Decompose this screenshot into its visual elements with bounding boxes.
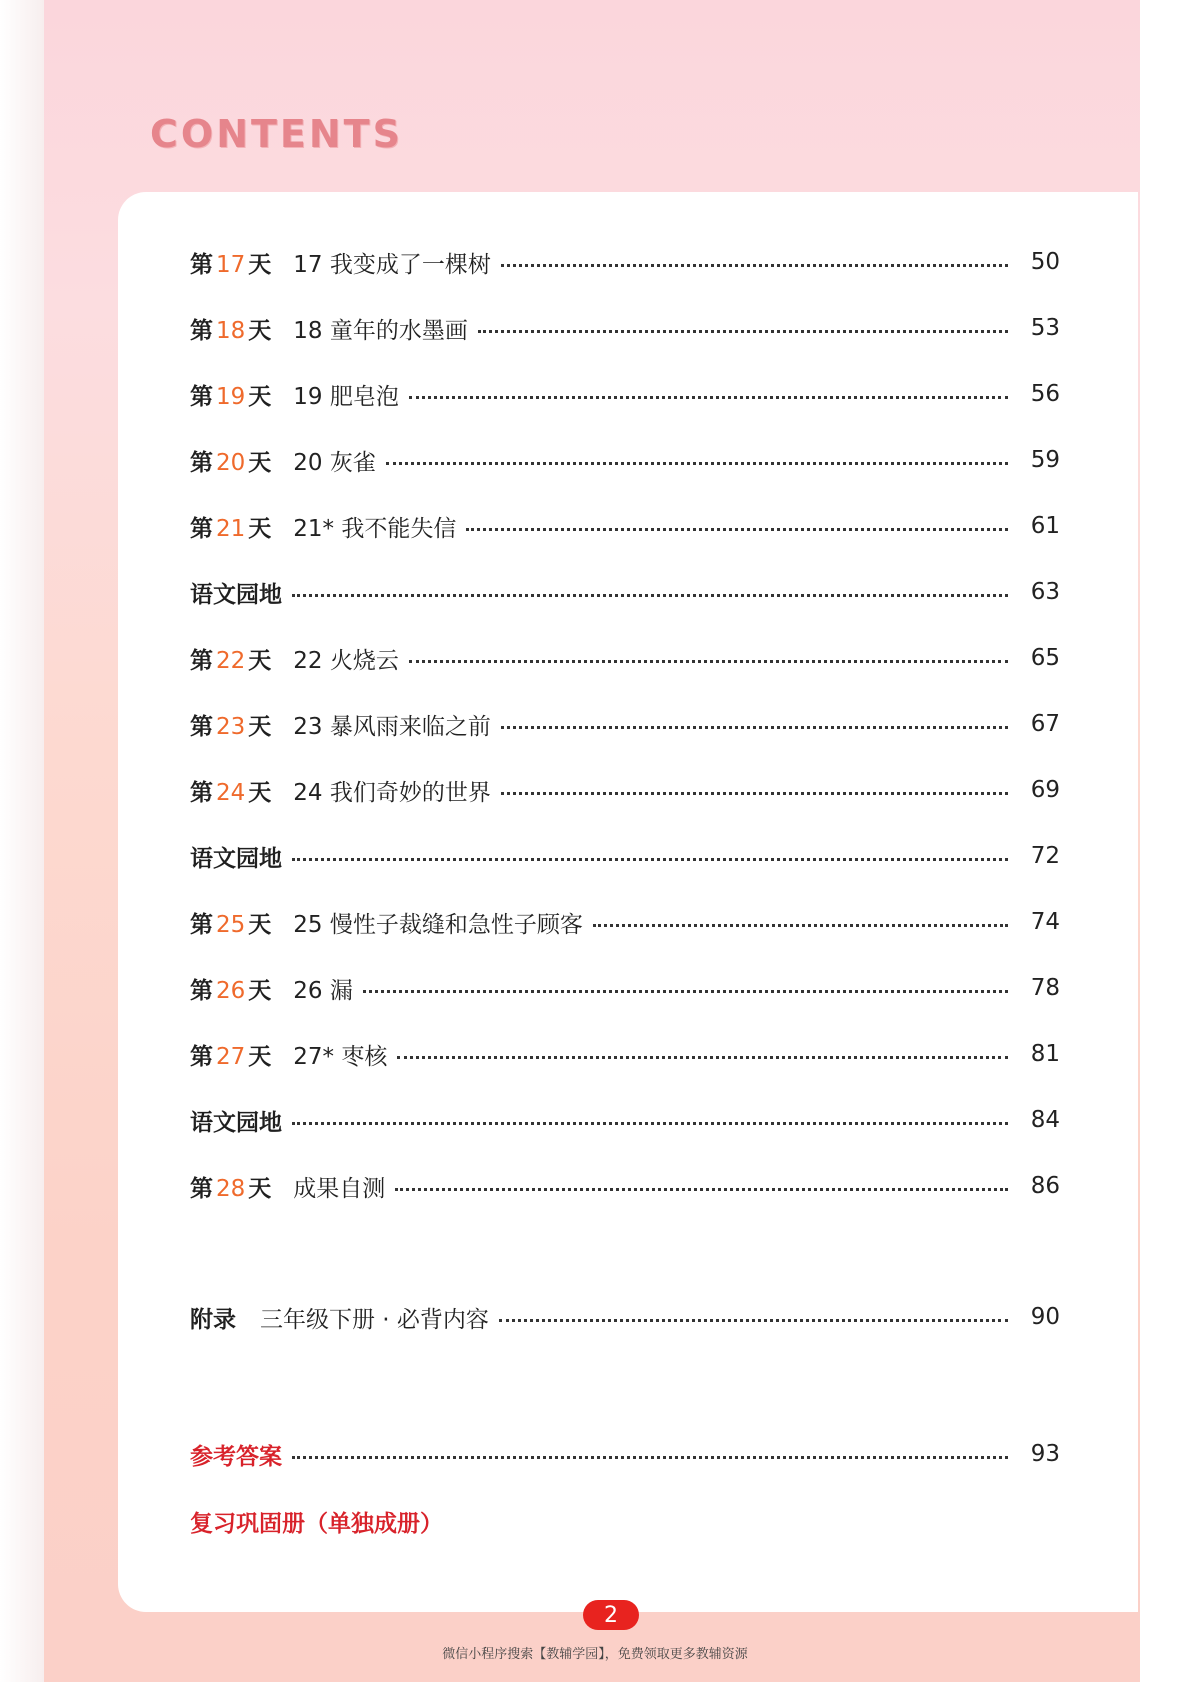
page-ref: 53 [1030,315,1060,341]
day-number: 21 [216,515,246,542]
page-ref: 65 [1030,645,1060,671]
section-label: 语文园地 [190,845,282,872]
lesson-title: 21* 我不能失信 [293,515,457,542]
lesson-title: 19 肥皂泡 [293,383,399,410]
page-ref: 63 [1030,579,1060,605]
review-label: 复习巩固册（单独成册） [190,1510,443,1537]
day-label [190,444,271,477]
leader-dots [466,526,1008,531]
leader-dots [397,1054,1008,1059]
lesson-title: 18 童年的水墨画 [293,317,468,344]
day-label [190,708,271,741]
lesson-title: 25 慢性子裁缝和急性子顾客 [293,911,583,938]
page-ref: 50 [1030,249,1060,275]
answers-label: 参考答案 [190,1443,282,1470]
day-prefix: 第 [190,449,213,476]
day-prefix: 第 [190,713,213,740]
leader-dots [501,724,1008,729]
toc-entry-row[interactable] [190,308,1060,348]
toc-entry-row[interactable] [190,968,1060,1008]
day-suffix: 天 [248,449,272,476]
leader-dots [363,988,1008,993]
page-ref: 74 [1030,909,1060,935]
day-label [190,972,271,1005]
leader-dots [499,1317,1008,1322]
toc-entry-row[interactable] [190,506,1060,546]
day-prefix: 第 [190,977,213,1004]
day-number: 22 [216,647,246,674]
day-label [190,774,271,807]
lesson-title: 20 灰雀 [293,449,376,476]
page-ref: 78 [1030,975,1060,1001]
appendix-page: 90 [1030,1304,1060,1330]
lesson-title: 27* 枣核 [293,1043,388,1070]
leader-dots [501,790,1008,795]
page-ref: 59 [1030,447,1060,473]
page-ref: 81 [1030,1041,1060,1067]
page-left-edge [0,0,44,1682]
day-suffix: 天 [248,977,272,1004]
toc-entry-row[interactable] [190,770,1060,810]
appendix-title: 三年级下册 · 必背内容 [260,1306,489,1333]
leader-dots [593,922,1008,927]
day-label [190,246,271,279]
toc-entry-row[interactable] [190,638,1060,678]
leader-dots [386,460,1008,465]
day-prefix: 第 [190,515,213,542]
lesson-title: 22 火烧云 [293,647,399,674]
answers-row[interactable] [190,1434,1060,1474]
toc-entry-row[interactable] [190,704,1060,744]
lesson-title: 26 漏 [293,977,353,1004]
section-label: 语文园地 [190,1109,282,1136]
day-number: 19 [216,383,246,410]
day-suffix: 天 [248,779,272,806]
day-suffix: 天 [248,515,272,542]
toc-entry-row[interactable] [190,242,1060,282]
day-prefix: 第 [190,779,213,806]
day-number: 20 [216,449,246,476]
day-suffix: 天 [248,911,272,938]
page-right-edge [1140,0,1190,1682]
day-label [190,312,271,345]
page-ref: 84 [1030,1107,1060,1133]
page-ref: 72 [1030,843,1060,869]
day-number: 28 [216,1175,246,1202]
leader-dots [409,658,1008,663]
day-suffix: 天 [248,317,272,344]
day-suffix: 天 [248,383,272,410]
day-suffix: 天 [248,1175,272,1202]
day-suffix: 天 [248,1043,272,1070]
toc-entry-row[interactable] [190,902,1060,942]
toc-entry-row[interactable] [190,374,1060,414]
day-number: 18 [216,317,246,344]
day-label [190,1170,271,1203]
day-suffix: 天 [248,713,272,740]
leader-dots [395,1186,1008,1191]
footer-note: 微信小程序搜索【教辅学园】，免费领取更多教辅资源 [442,1647,748,1662]
appendix-row[interactable] [190,1297,1060,1337]
page-ref: 56 [1030,381,1060,407]
day-label [190,906,271,939]
day-number: 26 [216,977,246,1004]
lesson-title: 17 我变成了一棵树 [293,251,491,278]
day-prefix: 第 [190,911,213,938]
leader-dots [501,262,1008,267]
toc-section-row[interactable] [190,836,1060,876]
leader-dots [292,1120,1008,1125]
review-row[interactable] [190,1501,1060,1541]
toc-section-row[interactable] [190,572,1060,612]
day-prefix: 第 [190,251,213,278]
leader-dots [478,328,1008,333]
day-number: 25 [216,911,246,938]
day-suffix: 天 [248,251,272,278]
answers-page: 93 [1030,1441,1060,1467]
toc-section-row[interactable] [190,1100,1060,1140]
section-label: 语文园地 [190,581,282,608]
day-number: 17 [216,251,246,278]
day-label [190,642,271,675]
day-prefix: 第 [190,1175,213,1202]
day-label [190,1038,271,1071]
day-prefix: 第 [190,647,213,674]
leader-dots [409,394,1008,399]
day-suffix: 天 [248,647,272,674]
lesson-title: 23 暴风雨来临之前 [293,713,491,740]
leader-dots [292,856,1008,861]
page-ref: 86 [1030,1173,1060,1199]
day-prefix: 第 [190,317,213,344]
lesson-title: 24 我们奇妙的世界 [293,779,491,806]
page-ref: 61 [1030,513,1060,539]
day-prefix: 第 [190,383,213,410]
day-prefix: 第 [190,1043,213,1070]
page-ref: 67 [1030,711,1060,737]
day-number: 23 [216,713,246,740]
toc-entry-row[interactable] [190,1166,1060,1206]
leader-dots [292,1454,1008,1459]
day-label [190,378,271,411]
leader-dots [292,592,1008,597]
day-number: 24 [216,779,246,806]
appendix-label: 附录 [190,1306,236,1333]
lesson-title: 成果自测 [293,1175,386,1202]
day-label [190,510,271,543]
day-number: 27 [216,1043,246,1070]
toc-entry-row[interactable] [190,1034,1060,1074]
toc-entry-row[interactable] [190,440,1060,480]
contents-title: CONTENTS [150,112,403,156]
page-ref: 69 [1030,777,1060,803]
page-number-badge: 2 [583,1600,639,1630]
